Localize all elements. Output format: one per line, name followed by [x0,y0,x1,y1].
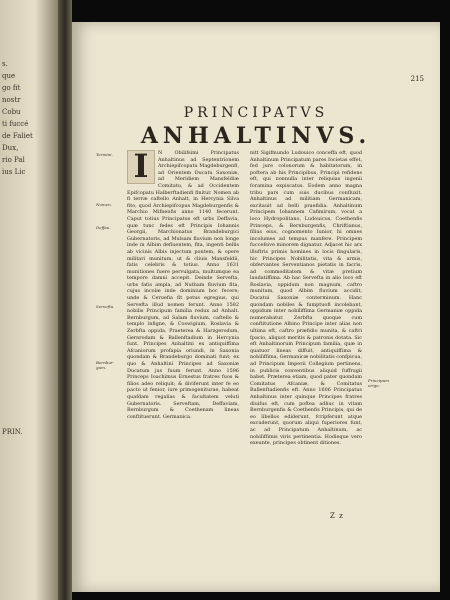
left-page-fragment: ius Lic [2,168,26,176]
page-title-line1: PRINCIPATVS [183,105,329,121]
left-page-fragment: de Faliet [2,132,33,140]
page-title-line2: ANHALTINVS. [140,123,372,149]
margin-note: Nomen. [96,202,112,207]
margin-note: Bernbur-gum. [96,360,115,370]
column-left-text: N Obilifsimi Principatus Anhaltinus ad Septentrionem Archiepifcopatu Magdeburgenfi, ad Orientem Ducatu Saxoniæ, ad Meridiem Mansfeldiæ Comitatu, & ad Occidentem Epifcopatu Halberftadienfi finitur. Nomen ab fl terræ caftello Anhalt, in Hercynia Silva fito, quod Archiepifcopus Magdeburgenfis & Marchio Mifnenfis anno 1140 fecerunt. Caput totius Principatus eft urbs Deffavia, quæ tunc fedes eft Principis Iohannis Georgii, Marchionatus Brandeburgici Gubernatoris, ad Mulsam fluvium non longe inde in Albim defluentem, fita, ingenti bellis ab vicinis Albis injectum pontem, & opere militari munitum, ut & cliuis Mansfeldii, fatis celebris & totius. Anno 1631 munitiones fuere pervulgata, multumque ea tempore damni accepit. Deinde Servefta, urbs fatis ampla, ad Nutham fluvium fita, cujus incolæ inde dominium hoc fecere; unde & Ceruefia fit potus egregius, qui Servefta illud nomen ferunt. Anno 1582 nobilis Principum familia redux ad Anhalt. Bernburgum, ad Salam fluvium, caftello & templo infigne, & Coswigium, Roslavia & Zerbfta oppida. Praeterea & Harzgerodum, Gernrodam & Ballenftadium in Hercynia funt. Principes Anhaltini ex antiquiffima Afcaniorum profapia oriundi, in Saxonia quondam & Brandeburgo dominati funt; ex quo & Anhaltini Principes ad Saxoniæ Ducatum jus fuum ferunt. Anno 1596 Princeps Ioachimus Ernestus fratres fuos & filios adeo reliquit; & diviferunt inter fe eo pacto ut fenior, iure primogeniturae, habeat quafdam regalias & facultatem veluti Gubernatoris. Serveftam, Deffaviam, Bernburgum & Coethenam lineas conftituerunt. Germanica. [127,150,239,420]
page-number: 215 [410,75,424,83]
margin-note: Principum origo. [368,378,389,388]
left-page-fragment: s. [2,60,8,68]
left-page [0,0,58,600]
signature-mark: Z z [330,512,344,520]
margin-note: Termini. [96,152,113,157]
column-right-text: nitt Sigifmundo Ludouico conceffa eft, quod Anhaltinum Principatum pares focietas effet, fed jure colonorum & habitatorum, in poftera ab his Principibus, Principi refidens eft, qui nonnulla inter reliquias ingenii foramina expiscatus. Eodem anno magna tribu pars cum suis ducibus confluxit. Anhaltinus ad militiam Germanicam, excitauit ad belli praefidia. Anhaltinum Principem Iohannem Cafimirum, vocat a loco Hydropolitano, Ludouicus, Coethenfis Princeps, & Bernburgenfis, Chriftianus, filius eius, cognomento Iunior, hi omnes incolumes ad tempus manfere. Principem fuccefsive minorem dignatur. Adjacet hic arx illuftris primis homines in locis fingularis, hic Principes Nobilitatis, vita & armis, obfervantes Serventianos pietatis in facris, ad commoditatem & vitæ pretium laudatiffima. Ab hac Servefta in alio loco eft Roslavia, oppidum non magnum, caftro munitum, quod Albim fluvium accidit, Ducatui Saxoniæ conterminum. Hanc quondam nobiles & fumptuofi incolebant, oppidum inter nobiliffima Germaniæ oppida numerabatur. Zerbfta quoque cum conftitutione Albino Principe inter alias non ultima eft, caftro præfidio munita, & caftri fpacio, aliquot meritis & patronis dotata. Sic eft Anhaltinorum Principum familia, quæ in quatuor lineas diffuit, antiquiffima & nobiliffima, Germanicæ nobilitatis confpicua, ad Principum Imperii Collegium pertinens, in publicis conventibus aliquid fuffragii habet. Præterea etiam, quod pater quondam Comitatus Afcaniæ, & Comitatus Ballenftadienfis eft. Anno 1606 Principatus Anhaltinus inter quinque Principes fratres diuifus eft, cum poftea adhuc in vitam Bernburgenfis & Coethenfis Principis, qui de eo libellos ediderunt, fcripferunt atque excuderunt, quorum aliqui fuperiores funt, ac ad Principatum Anhaltinum, ac nobiliffimis viris pertinentia. Hodieque vero exeunte, principes obtinent ditiones. [250,150,363,447]
left-page-fragment: Cobu [2,108,21,116]
left-page-fragment: ti fuccé [2,120,29,128]
book-gutter [58,0,72,600]
left-page-fragment: que [2,72,16,80]
left-page-running-head: PRIN. [2,428,23,436]
left-page-fragment: Dux, [2,144,19,152]
text-column-right [250,150,362,447]
margin-note: Servefta. [96,304,115,309]
left-page-fragment: go fit [2,84,21,92]
drop-cap: I [127,150,155,184]
text-column-left [127,147,239,420]
left-page-fragment: nostr [2,96,21,104]
book-page [72,22,440,592]
left-page-fragment: rio Pal [2,156,25,164]
margin-note: Deffau. [96,225,111,230]
